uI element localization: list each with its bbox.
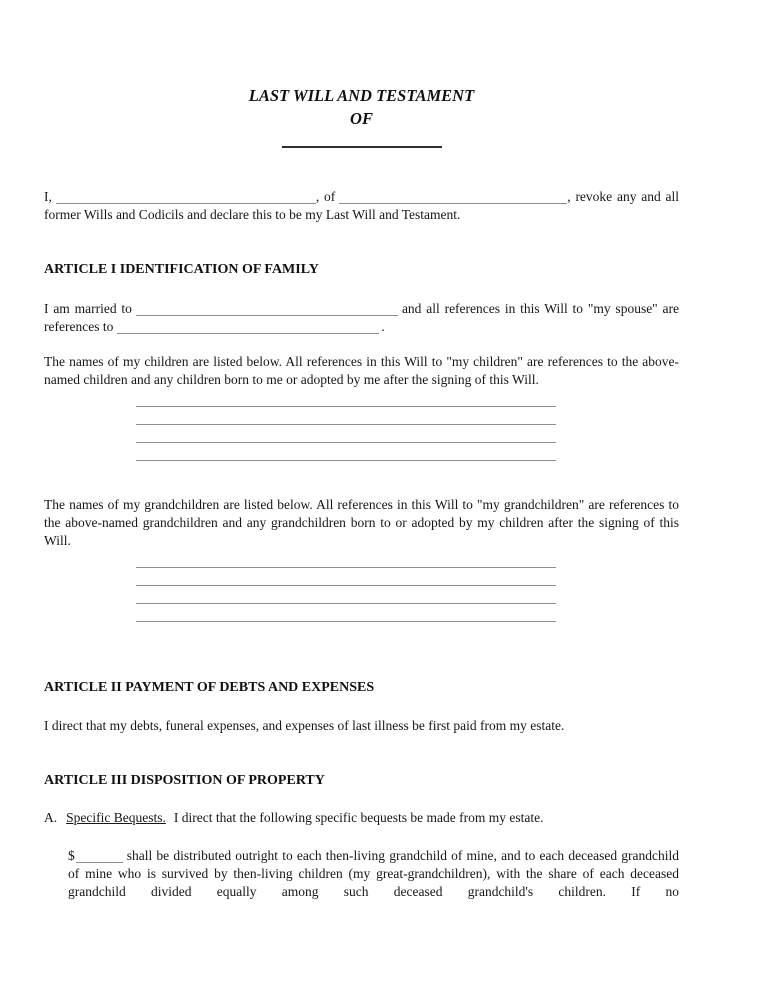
bequest-paragraph bbox=[68, 847, 679, 901]
testator-name-field[interactable] bbox=[56, 202, 316, 204]
spouse-reference-field[interactable] bbox=[117, 332, 379, 334]
children-paragraph: The names of my children are listed below. All references in this Will to "my children" are references to the above-named children and any children born to me or adopted by me after the signing of this Will. bbox=[44, 354, 679, 387]
opening-rest: , revoke any and all former Wills and Codicils and declare this to be my Last Will and Testament. bbox=[44, 189, 679, 222]
article-3-heading: ARTICLE III DISPOSITION OF PROPERTY bbox=[44, 773, 325, 788]
testator-residence-field[interactable] bbox=[339, 202, 567, 204]
debts-paragraph: I direct that my debts, funeral expenses, and expenses of last illness be first paid from my estate. bbox=[44, 718, 565, 733]
child-name-field[interactable] bbox=[136, 389, 556, 407]
item-a-label: A. bbox=[44, 810, 58, 825]
married-before: I am married to bbox=[44, 301, 132, 316]
bequest-amount-field[interactable] bbox=[76, 861, 123, 863]
child-name-field[interactable] bbox=[136, 443, 556, 461]
grandchildren-name-lines bbox=[44, 550, 679, 622]
opening-paragraph bbox=[44, 188, 679, 224]
opening-lead: I, bbox=[44, 189, 52, 204]
document-title-block bbox=[44, 0, 679, 148]
bequest-text: shall be distributed outright to each then-living grandchild of mine, and to each deceased grandchild of mine who is survived by then-living children (my great-grandchildren), with the share of each deceased grandchild divided equally among such deceased grandchild's children. If no bbox=[68, 848, 679, 899]
married-after: . bbox=[381, 319, 385, 334]
grandchild-name-field[interactable] bbox=[136, 568, 556, 586]
spouse-name-field[interactable] bbox=[136, 314, 398, 316]
testator-name-title-field[interactable] bbox=[282, 146, 442, 148]
article-2-heading: ARTICLE II PAYMENT OF DEBTS AND EXPENSES bbox=[44, 680, 375, 695]
currency-symbol: $ bbox=[68, 848, 75, 863]
article-1-heading: ARTICLE I IDENTIFICATION OF FAMILY bbox=[44, 262, 319, 277]
specific-bequests-line bbox=[44, 809, 679, 827]
document-title-of: OF bbox=[350, 109, 373, 128]
child-name-field[interactable] bbox=[136, 425, 556, 443]
children-name-lines bbox=[44, 389, 679, 461]
spouse-paragraph bbox=[44, 300, 679, 336]
married-middle: and all references in this Will to "my spouse" are references to bbox=[44, 301, 679, 334]
item-a-title: Specific Bequests. bbox=[66, 810, 166, 825]
grandchild-name-field[interactable] bbox=[136, 550, 556, 568]
child-name-field[interactable] bbox=[136, 407, 556, 425]
document-title: LAST WILL AND TESTAMENT bbox=[248, 86, 475, 105]
grandchild-name-field[interactable] bbox=[136, 586, 556, 604]
opening-of: , of bbox=[315, 189, 336, 204]
grandchild-name-field[interactable] bbox=[136, 604, 556, 622]
item-a-text: I direct that the following specific bequests be made from my estate. bbox=[173, 810, 544, 825]
grandchildren-paragraph: The names of my grandchildren are listed below. All references in this Will to "my grandchildren" are references to the above-named grandchildren and any grandchildren born to or adopted by my children after the signing of this Will. bbox=[44, 497, 679, 548]
